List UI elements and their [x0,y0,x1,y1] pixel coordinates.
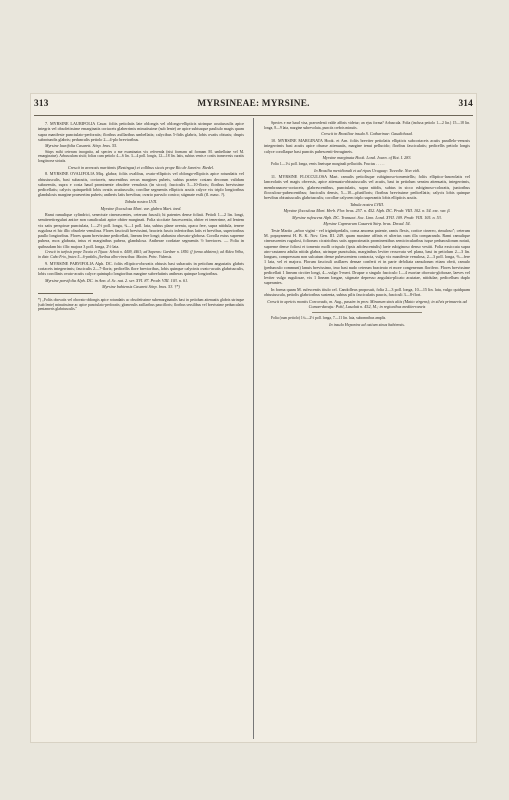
paragraph: Myrsine parvifolia Alph. DC. in Ann. d. Sc. nat. 2. ser. XVI. 87. Prodr. VIII. 103. n. 61. [45,277,189,283]
paragraph: In insula Hepariea ad ostium sinus habiensis. [329,322,405,328]
paragraph: Crescit in turfosis prope Tocaia et Tijuca: Schott n. 4409, 4461; ad Sapeeas: Gardner n. 1850. (f forma ablatens); ad Aldea Velha, in distr. Cabo Frio, frutex 5—6-pedalis, floribus albo-virescibus: Maxim. Princ. Vidensis. [38,250,244,259]
paragraph: Tabula nostra LVII. [124,199,158,205]
page-number-left: 313 [34,99,49,109]
paragraph: Tabula nostra LVIII. [350,201,384,207]
paragraph: Species e me haud visa, praecedenti valde affinis videtur; an ejus forma? Arbuscula. Folia (inclusa petiolo 1—2 lin.) 15—18 lin. longa, 8—9 lata, margine subrevoluta, punctis crebris minutis. [264,121,470,130]
paragraph: Folia (cum petiolo) 1¼—2½ poll. longa, 7—11 lin. lata, subomnibus amplis. [271,316,387,321]
paragraph: 9. MYRSINE PARVIFOLIA Alph. DC. foliis elliptico-obovatis obtusis basi subacutis in petiolum angustatis glabris coriaceis integerrimis; fasciculis 2—7-floris; pedicellis flore brevioribus, lobis quinque calycinis ovato-acutis glabriusculis, lobis corollinis ovato-acutis calyce quintuplo longioribus margine subvelutinis antheras quinque longioribus. [38,260,244,277]
paragraph: Crescit in apricis montis Corcovado, m. Aug., passim in prov. Minarum sinis altis (Matto virgens); in silvis primaevis ad Coman-davaju: Pohl, Lasalatt n. 452, M.; in regionibus mediterraneis [267,298,467,309]
running-title: MYRSINEAE: MYRSINE. [197,99,310,109]
divider [312,312,422,313]
paragraph: Folia 1—1¼ poll. longa, venis lineisque marginali pellucidis. Fructus . . . . . [271,161,385,166]
paragraph: 8. MYRSINE OVALIFOLIA Miq. glabra; foliis ovalibus, ovato-ellipticis vel oblongo-ellipticis apice rotundatis vel obtusiusculis, basi subacutis, coriaceis, nascentibus oecus margines pubeis, subtus praeter costam decorum validam subaveniis, supra e costa haud prominente obsolete venulosis (in sicco); fasciculis 5—10-floris; floribus brevissime pedicellatis; calycis quinquefidi lobis ovatis acutiusculis; corollae segmentis ellipticis acutis calyce vix triplo longioribus glandulosis margine praesertim pubeis; antheris latis brevibus; ovario parvulo conico; stigmate exili (fl. masc. ?). [38,171,244,198]
paragraph: Myrsine flocculosa Mart. var. glabra Mart. ined. [100,205,182,211]
paragraph: Rami ramulique cylindrici, senectute cinerascentes, ceterum fusculi; hi patentes dense foliati. Petioli 1—2 lin. longi, semiteretiregulari antice non canaliculati apice obiter marginati. Folia siccitate fuscescentia, obiter et tenerrime, ad lentem vix satis perspicue punctulata, 1—2½ poll. longa, ¾—1 poll. lata, subtus plane avenia, opaca fere, supra nitidula, tenere rugulosa et hic illic obsolete venulosa. Flores fasciculi brevissimi, bracteis fuscis inferioribus latis et brevibus, superioribus paullo longioribus. Flores quam brevissime pedicellati, lineam fere longi; alabastra obovato-globosa. Corolla extus supreme pubera, mox glabrata, intus et marginibus pubera, glandulosa. Antherae cordatae segmentis ½ breviores. — Folia in quibusdam hic illic majora 3 poll. longa, 2½ lata. [38,212,244,249]
paragraph: Myrsine bahiensis Casarett Stirp. bras. 53. †*) [102,284,180,290]
paragraph: Myrsine Caprearum Casarett Stirp. bras. Decad. 54. [323,221,411,227]
paragraph: In forma quam M. rufescentis titulo cel. Candolleus proposuit, folia 2—3 poll. longa, 10—15 lin. lata, vulgo quidquam obtusiuscula, petiolis glabrioribus sustenta, subtus pilis fasciculatis paucis, fasciculi 3—8-flori. [264,286,470,298]
running-header [30,99,477,112]
paragraph: Teste Martio „arbor vigini - vel trigintipedalis, coma amoena patente, ramis flexis, cortice cinereo, rimuloso"; ceterum M. popayanensi H. B. K. Nov. Gen. III. 249. quam maxime affinis et ulterius cum illa comparanda. Rami ramulique cinerascentes rugulosi, foliorum cicatricibus satis approximatis prominentibus semicircularibus isque pedunculorum notati, supreme dense foliosi et tomento molli crispulo (ipsis adolescentulis) laete rubiginoso denso vestiti. Folia exsiccata supra atro-castanea adulta nitida glabra, utrinque punctulata, marginibus leviter recurvata vel plana, basi in petiolum 2—3 lin. longum, compressum non sulcatum dense pubescentem contracta, vulgo vix manifeste venulosa, 2—3 poll. longa, ⅔—fere 1 lata, vel et majora. Florum fasciculi axillares densae conferti et in parte defoliata ramulorum etiam obvii, ramulo (pedunculo communi) lanuis brevissimo, imo basi nudo ceterum bracteato et more congenerum floriferо. Flores brevissime pedicellati 1 lineam circiter longi, 4—vulgo 5-meri. Drupae o singulo fasciculo 1—4 exortae obovato-globosae, laeves vel leviter vulgo rugulosae, vix 1 lineam longae, stigmate depresso angulato-plicato acutatae, nitidulae, pedicellum duplo superantes. [264,227,470,286]
paragraph: Myrsine laurifolia Casarett. Stirp. bras. 55. [45,143,118,149]
header-rule [34,115,473,116]
footnote: *) „Foliis obovatis vel obovato-oblongis apice rotundatis ac obsoletissime subemarginatulis basi in petiolum attenuatis glabris utrinque (sub lente) minutissime ac apice punctulato-perforatis; glomerulis axillaribus paucifloris; floribus sessilibus vel brevissime pedunculatis pentameris glabriusculis." [38,298,244,312]
right-column [264,121,470,329]
paragraph: Myrsine rufescens Alph. DC. Transact. Soc. Linn. Lond. XVII. 109. Prodr. VIII. 105. n. 53. [292,214,442,220]
paragraph: 11. MYRSINE FLOCCULOSA Mart. ramulis petiolisque rubiginoso-tomentellis; foliis elliptico-lanceolatis vel lanceolatis vel magis obversis, apice attenuato-obtusiusculis vel acutis, basi in petiolum sensim attenuatis, integerrimis, membranaceo-coriaceis, glabrescentibus, punctulatis, supra nitidis, subtus in sicco rubiginoso-coloratis, junioribus flocculoso-pubescentibus; fasciculis densis, 5—10—plurifloris; floribus brevissime pedicellatis; calycis lobis quinque brevibus obtusiusculis glabriusculis; corollae calycem triplo superantis lobis ellipticis acutis. [264,174,470,201]
column-divider [253,118,254,739]
page-number-right: 314 [458,99,473,109]
paragraph: Crescit in arenosis maritimis (Restingas) et collibus siccis prope Rio de Janeiro: Riedel. [67,164,214,170]
paragraph: Crescit in Brasiliae insula S. Catharinae: Gaudichaud. [321,131,413,137]
paragraph: Myrsine marginata Hook. Lond. Journ. of Bot. I. 283. [322,155,412,161]
footnote-separator [38,293,93,294]
paragraph: Myrsine flocculosa Mart. Herb. Flor. bras. 257. n. 452. Alph. DC. Prodr. VIII. 102. n. 54. exc. var. β. [283,208,451,214]
book-page [30,93,477,743]
left-column [38,121,244,316]
paragraph: In Brasilia meridionali et ad ripas Uruguay: Tweedie. Non vidi. [314,167,420,173]
paragraph: Stirps mihi ceterum incognita, ad species a me examinatas vix referenda (nisi formam ad formam M. umbellatae vel M. emarginatae). Arbusculam sistit; folias cum petiolo 4—6 lin. 3—4 poll. longis, 12—18 lin. latis, subtus venis e costis transversis curatis longitrorse striatis. [38,149,244,164]
paragraph: 10. MYRSINE MARGINATA Hook. et Arn. foliis breviter petiolatis ellipticis subcoriaceis acutis parallelo-venosis integerrimis basi acutis apice obusse attenuatis, margine tenui pellucido; floribus fasciculatis; pedicellis petiolo longis calyce corollaque basi punctis pubescenti-ferrugineis. [264,138,470,154]
paragraph: 7. MYRSINE LAURIFOLIA Casar. foliis petiolatis late oblongis vel oblongo-ellipticis utrinque acutiusculis apice integris vel obsoletissime emarginatis coriaceis glaberrimis minutissime (sub lente) ae apice subtusque pauliulo magis quam supra manifeste punctulato-perforatis; floribus axillaribus umbellatis; calycibus 5-fidis glabris, lobis ovatis obtusis; drupis subrotundis glabris; pedunculis petiolo 2—4-plo brevioribus. [38,121,244,142]
